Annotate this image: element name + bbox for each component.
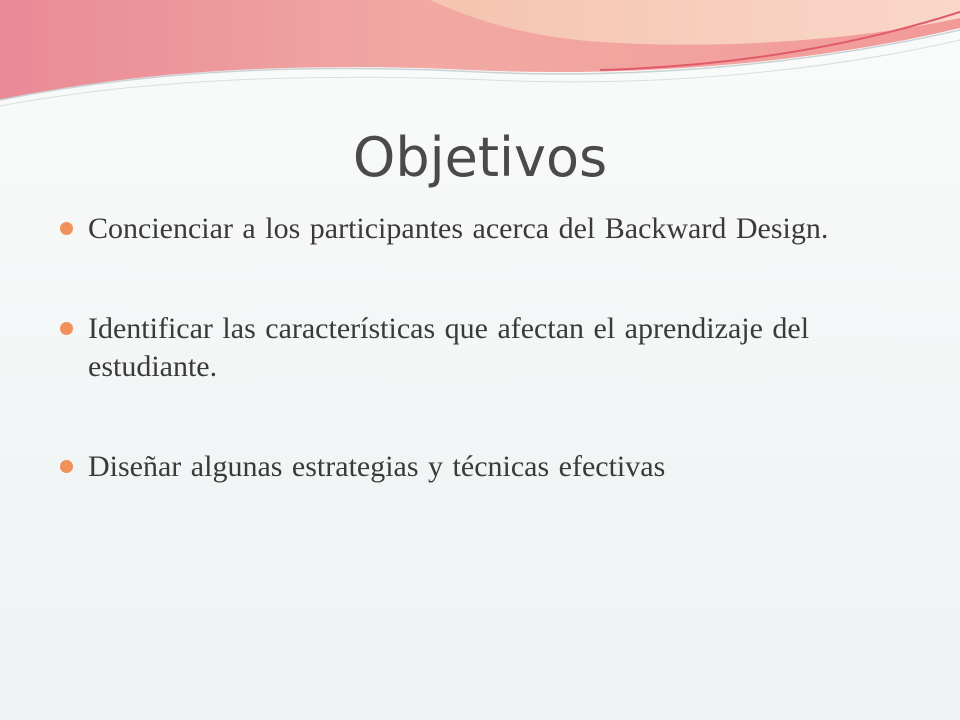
slide-title: Objetivos — [352, 126, 608, 189]
bullet-dot-icon — [60, 222, 73, 235]
bullet-dot-icon — [60, 322, 73, 335]
bullet-item — [60, 210, 890, 248]
decorative-swoosh-header — [0, 0, 960, 130]
bullet-text: Concienciar a los participantes acerca del Backward Design. — [88, 212, 829, 245]
bullet-dot-icon — [60, 460, 73, 473]
bullet-list — [60, 210, 890, 486]
bullet-text: Diseñar algunas estrategias y técnicas efectivas — [88, 450, 666, 483]
bullet-text: Identificar las características que afectan el aprendizaje del estudiante. — [88, 312, 810, 383]
bullet-item — [60, 448, 890, 486]
bullet-item — [60, 310, 890, 386]
